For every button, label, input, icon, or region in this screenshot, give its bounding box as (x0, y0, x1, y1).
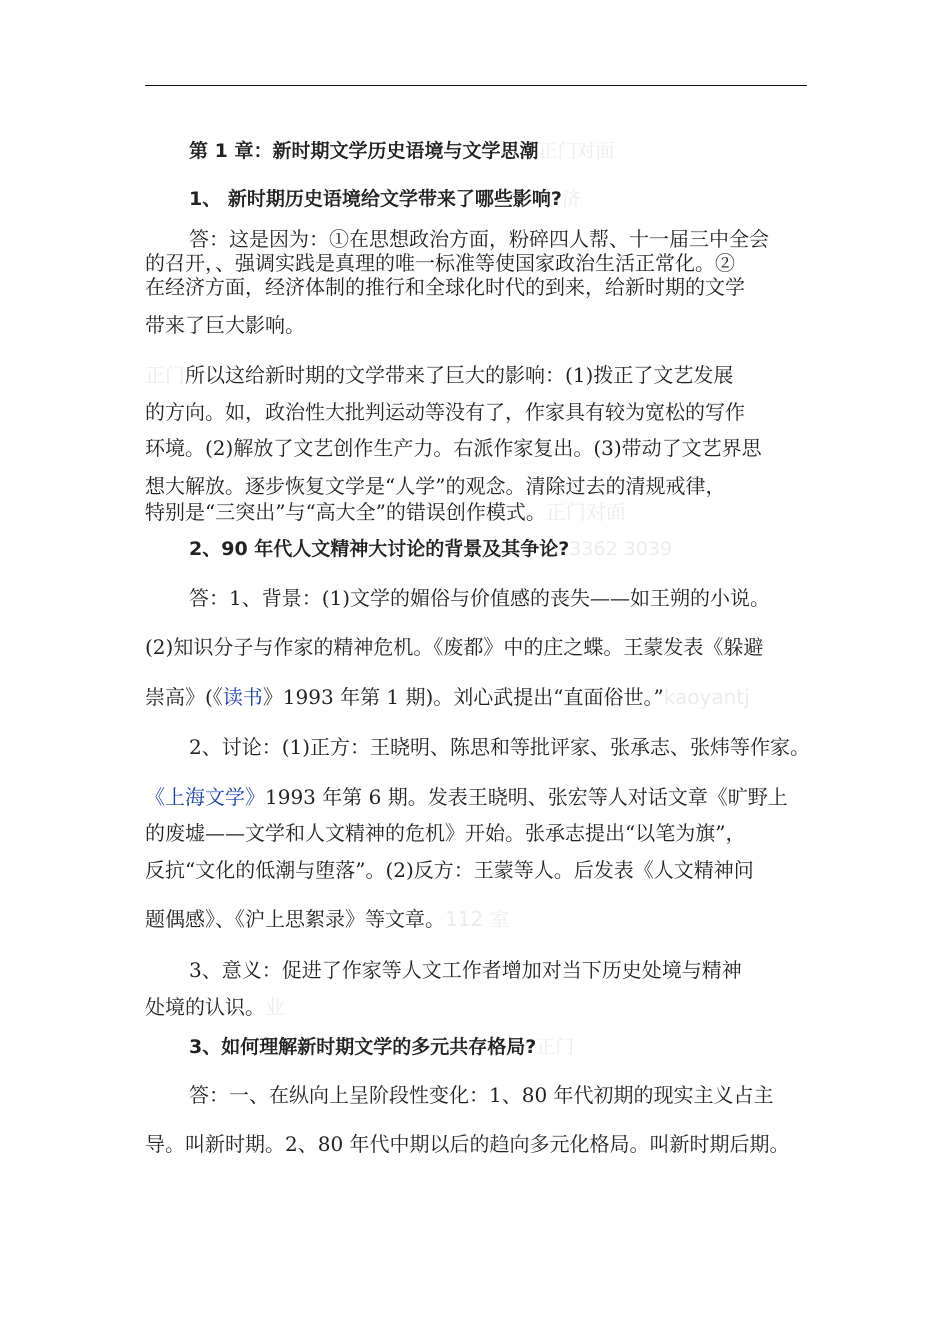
answer-2-line: 的废墟——文学和人文精神的危机》开始。张承志提出“以笔为旗”， (145, 821, 746, 845)
watermark: 正门 (536, 1036, 575, 1058)
answer-2-line: 崇高》(《读书》1993 年第 1 期)。刘心武提出“直面俗世。”kaoyantj (145, 685, 750, 709)
header-rule (145, 85, 807, 86)
answer-1b-line: 环境。(2)解放了文艺创作生产力。右派作家复出。(3)带动了文艺界思 (145, 436, 762, 460)
answer-1-line: 答：这是因为：①在思想政治方面，粉碎四人帮、十一届三中全会 (189, 227, 769, 251)
answer-1b-line: 的方向。如，政治性大批判运动等没有了，作家具有较为宽松的写作 (145, 400, 745, 424)
watermark: 正门对面 (545, 500, 626, 524)
answer-2-line: 处境的认识。业 (145, 995, 285, 1019)
answer-1b-line: 正门所以这给新时期的文学带来了巨大的影响：(1)拨正了文艺发展 (145, 363, 734, 387)
watermark: 正门 (145, 363, 185, 387)
dushu-link[interactable]: 读书 (222, 685, 263, 709)
answer-1b-line: 想大解放。逐步恢复文学是“人学”的观念。清除过去的清规戒律， (145, 474, 726, 498)
answer-1-line: 带来了巨大影响。 (145, 313, 305, 337)
answer-2-line: (2)知识分子与作家的精神危机。《废都》中的庄之蝶。王蒙发表《躲避 (145, 635, 764, 659)
chapter-title: 第 1 章：新时期文学历史语境与文学思潮正门对面 (189, 140, 615, 162)
answer-2-line: 《上海文学》1993 年第 6 期。发表王晓明、张宏等人对话文章《旷野上 (145, 785, 788, 809)
answer-1-line: 在经济方面，经济体制的推行和全球化时代的到来，给新时期的文学 (145, 275, 745, 299)
question-3-heading: 3、如何理解新时期文学的多元共存格局?正门 (189, 1036, 575, 1058)
answer-1-line: 的召开，、强调实践是真理的唯一标准等使国家政治生活正常化。② (145, 251, 735, 275)
answer-2-line: 答：1、背景：(1)文学的媚俗与价值感的丧失——如王朔的小说。 (189, 586, 771, 610)
answer-2-line: 3、意义：促进了作家等人文工作者增加对当下历史处境与精神 (189, 958, 742, 982)
answer-2-line: 题偶感》、《沪上思絮录》等文章。112 室 (145, 907, 510, 931)
answer-2-line: 2、讨论：(1)正方：王晓明、陈思和等批评家、张承志、张炜等作家。 (189, 735, 811, 759)
shanghai-wenxue-link[interactable]: 《上海文学》 (145, 785, 265, 809)
answer-1b-line: 特别是“三突出”与“高大全”的错误创作模式。正门对面 (145, 500, 626, 524)
watermark: 正门对面 (538, 140, 615, 162)
answer-2-line: 反抗“文化的低潮与堕落”。(2)反方：王蒙等人。后发表《人文精神问 (145, 858, 754, 882)
answer-3-line: 答：一、在纵向上呈阶段性变化：1、80 年代初期的现实主义占主 (189, 1083, 774, 1107)
watermark: kaoyantj (663, 685, 750, 709)
watermark: 3362 3039 (569, 538, 673, 560)
watermark: 业 (265, 995, 285, 1019)
answer-3-line: 导。叫新时期。2、80 年代中期以后的趋向多元化格局。叫新时期后期。 (145, 1132, 790, 1156)
question-2-heading: 2、90 年代人文精神大讨论的背景及其争论?3362 3039 (189, 538, 673, 560)
question-1-heading: 1、 新时期历史语境给文学带来了哪些影响?济 (189, 188, 581, 210)
watermark: 112 室 (445, 907, 510, 931)
watermark: 济 (561, 188, 581, 210)
